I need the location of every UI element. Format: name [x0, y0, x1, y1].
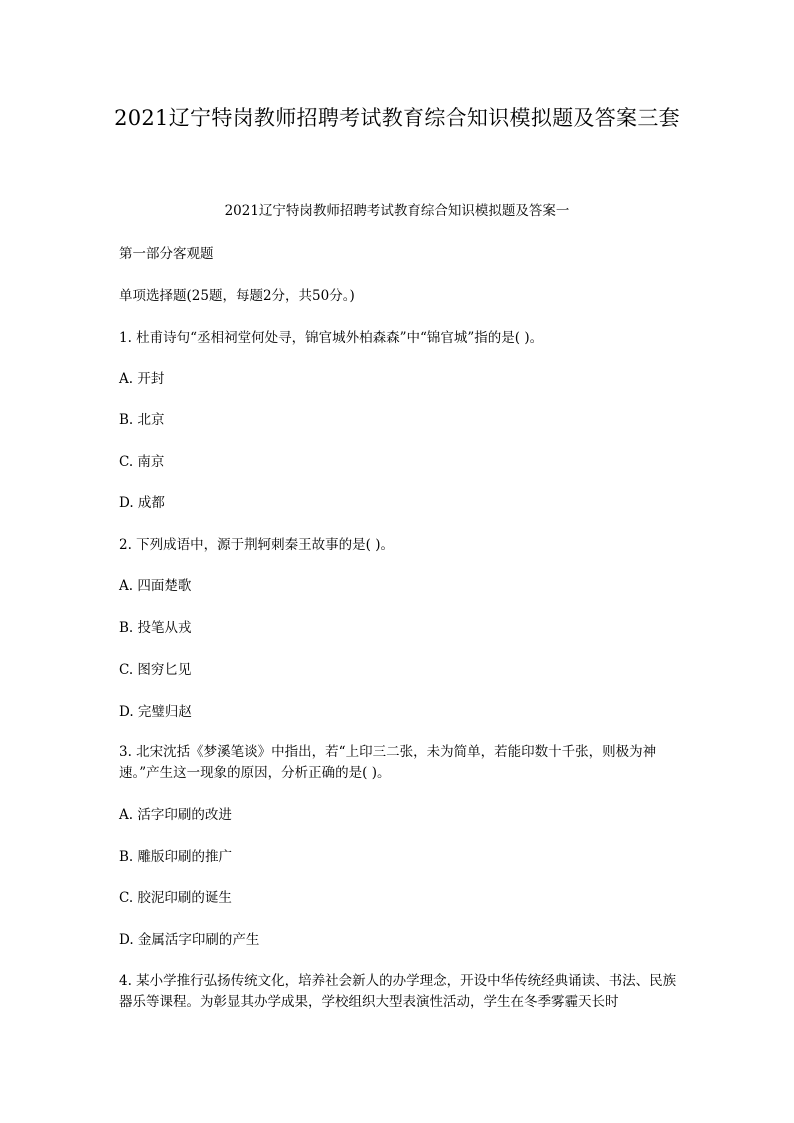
question-2-option-b: B. 投笔从戎: [119, 620, 192, 636]
instructions-text: 单项选择题(25题，每题2分，共50分。): [119, 288, 355, 304]
question-4-stem: 4. 某小学推行弘扬传统文化，培养社会新人的办学理念，开设中华传统经典诵读、书法、民族器乐等课程。为彰显其办学成果，学校组织大型表演性活动，学生在冬季雾霾天长时: [119, 973, 677, 1010]
question-2-option-a: A. 四面楚歌: [119, 578, 192, 594]
question-3-stem: 3. 北宋沈括《梦溪笔谈》中指出，若“上印三二张，未为简单，若能印数十千张，则极为神速。”产生这一现象的原因，分析正确的是( )。: [119, 744, 657, 781]
question-2-option-c: C. 图穷匕见: [119, 662, 192, 678]
document-subtitle: 2021辽宁特岗教师招聘考试教育综合知识模拟题及答案一: [224, 203, 570, 219]
question-3-option-c: C. 胶泥印刷的诞生: [119, 890, 232, 906]
question-1-option-a: A. 开封: [119, 371, 165, 387]
question-1-option-c: C. 南京: [119, 454, 165, 470]
document-title: 2021辽宁特岗教师招聘考试教育综合知识模拟题及答案三套: [114, 106, 680, 130]
question-2-stem: 2. 下列成语中，源于荆轲刺秦王故事的是( )。: [119, 537, 394, 553]
question-3-option-d: D. 金属活字印刷的产生: [119, 932, 260, 948]
question-1-option-d: D. 成都: [119, 495, 165, 511]
question-3-option-a: A. 活字印刷的改进: [119, 807, 232, 823]
question-2-option-d: D. 完璧归赵: [119, 704, 192, 720]
question-1-stem: 1. 杜甫诗句“丞相祠堂何处寻，锦官城外柏森森”中“锦官城”指的是( )。: [119, 330, 544, 346]
section-heading: 第一部分客观题: [119, 246, 214, 262]
question-1-option-b: B. 北京: [119, 412, 165, 428]
question-3-option-b: B. 雕版印刷的推广: [119, 849, 233, 865]
